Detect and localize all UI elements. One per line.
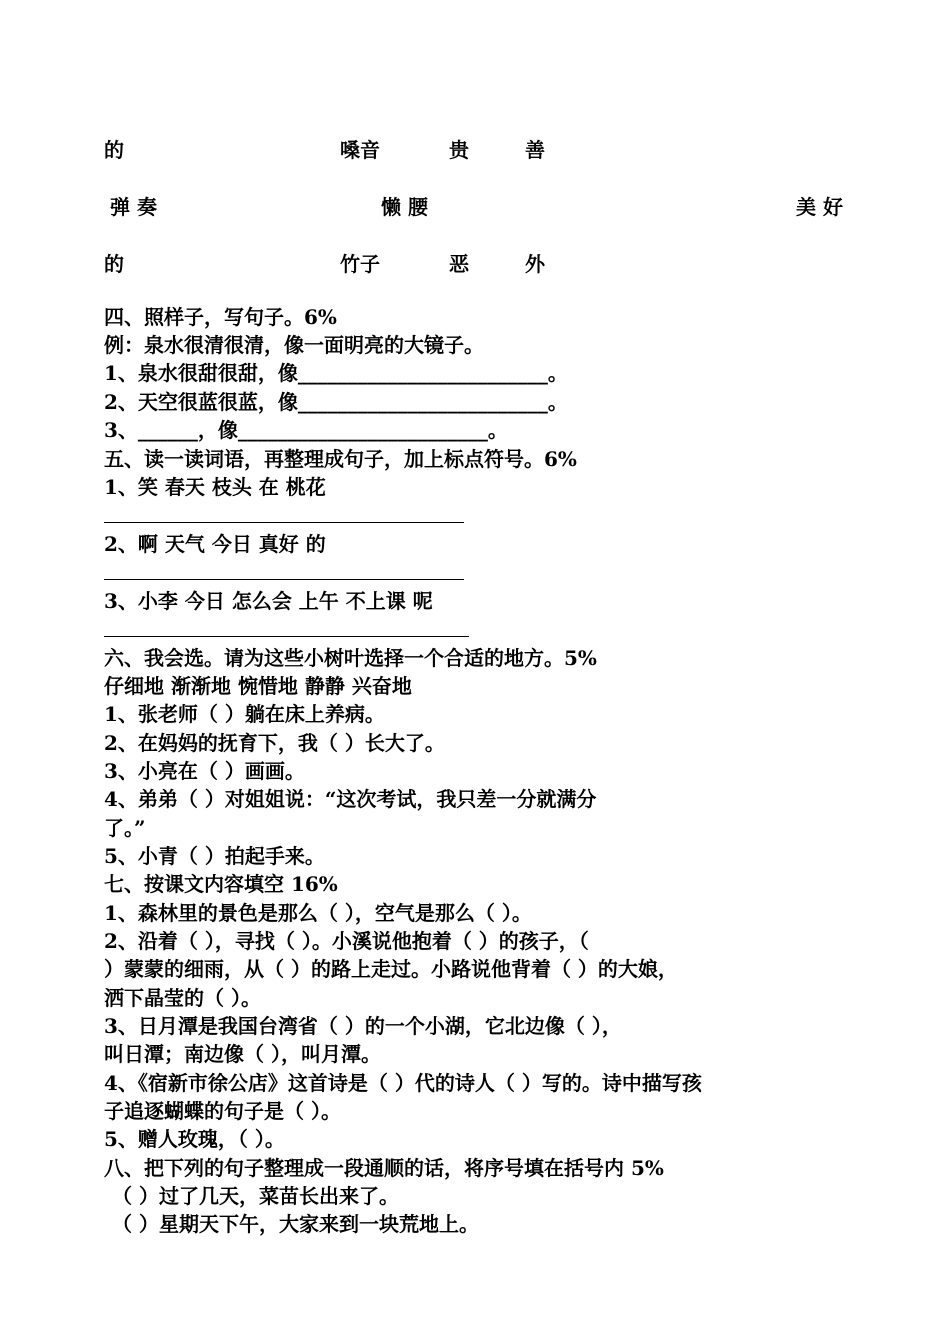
section7-q2-line1: 2、沿着（ ），寻找（ ）。小溪说他抱着（ ）的孩子，（ <box>104 929 589 953</box>
row1-word-d: 善 <box>525 138 545 162</box>
section5-q2: 2、啊 天气 今日 真好 的 <box>104 532 326 556</box>
section7-q2-line3: 洒下晶莹的（ ）。 <box>104 986 261 1010</box>
section6-q4-line1: 4、弟弟（ ）对姐姐说：“这次考试，我只差一分就满分 <box>104 787 597 811</box>
row1-word-b: 嗓音 <box>340 138 380 162</box>
section7-q3-line2: 叫日潭；南边像（ ），叫月潭。 <box>104 1042 381 1066</box>
row3-word-c: 恶 <box>449 252 469 276</box>
section7-q4-line2: 子追逐蝴蝶的句子是（ ）。 <box>104 1099 341 1123</box>
section4-q3: 3、______，像_________________________。 <box>104 418 508 442</box>
row2-word-b: 懒 腰 <box>381 195 428 219</box>
section4-q1: 1、泉水很甜很甜，像_________________________。 <box>104 361 568 385</box>
section8-q1: （ ）过了几天，菜苗长出来了。 <box>112 1184 399 1208</box>
row1-word-a: 的 <box>104 138 124 162</box>
section5-answer-line-2 <box>104 579 464 580</box>
section7-q3-line1: 3、日月潭是我国台湾省（ ）的一个小湖，它北边像（ ）， <box>104 1014 622 1038</box>
section7-q1: 1、森林里的景色是那么（ ），空气是那么（ ）。 <box>104 901 532 925</box>
section6-word-bank: 仔细地 渐渐地 惋惜地 静静 兴奋地 <box>104 674 412 698</box>
section6-q3: 3、小亮在（ ）画画。 <box>104 759 305 783</box>
section6-q2: 2、在妈妈的抚育下，我（ ）长大了。 <box>104 731 445 755</box>
section7-heading: 七、按课文内容填空 16% <box>104 872 338 896</box>
section6-q4-line2: 了。” <box>104 816 146 840</box>
row3-word-d: 外 <box>525 252 545 276</box>
section7-q2-line2: ）蒙蒙的细雨，从（ ）的路上走过。小路说他背着（ ）的大娘， <box>104 957 678 981</box>
section8-heading: 八、把下列的句子整理成一段通顺的话，将序号填在括号内 5% <box>104 1156 664 1180</box>
section6-heading: 六、我会选。请为这些小树叶选择一个合适的地方。5% <box>104 646 597 670</box>
section5-answer-line-3 <box>104 636 469 637</box>
section4-example: 例：泉水很清很清，像一面明亮的大镜子。 <box>104 333 484 357</box>
row3-word-b: 竹子 <box>340 252 380 276</box>
section6-q1: 1、张老师（ ）躺在床上养病。 <box>104 702 385 726</box>
section8-q2: （ ）星期天下午，大家来到一块荒地上。 <box>112 1212 479 1236</box>
row2-word-c: 美 好 <box>796 195 843 219</box>
section6-q5: 5、小青（ ）拍起手来。 <box>104 844 325 868</box>
row1-word-c: 贵 <box>449 138 469 162</box>
row2-word-a: 弹 奏 <box>110 195 157 219</box>
section5-heading: 五、读一读词语，再整理成句子，加上标点符号。6% <box>104 447 577 471</box>
section5-q1: 1、笑 春天 枝头 在 桃花 <box>104 475 326 499</box>
section7-q5: 5、赠人玫瑰，（ ）。 <box>104 1127 285 1151</box>
section4-heading: 四、照样子，写句子。6% <box>104 305 337 329</box>
section5-q3: 3、小李 今日 怎么会 上午 不上课 呢 <box>104 589 433 613</box>
section5-answer-line-1 <box>104 522 464 523</box>
section4-q2: 2、天空很蓝很蓝，像_________________________。 <box>104 390 568 414</box>
row3-word-a: 的 <box>104 252 124 276</box>
section7-q4-line1: 4、《宿新市徐公店》这首诗是（ ）代的诗人（ ）写的。诗中描写孩 <box>104 1071 702 1095</box>
